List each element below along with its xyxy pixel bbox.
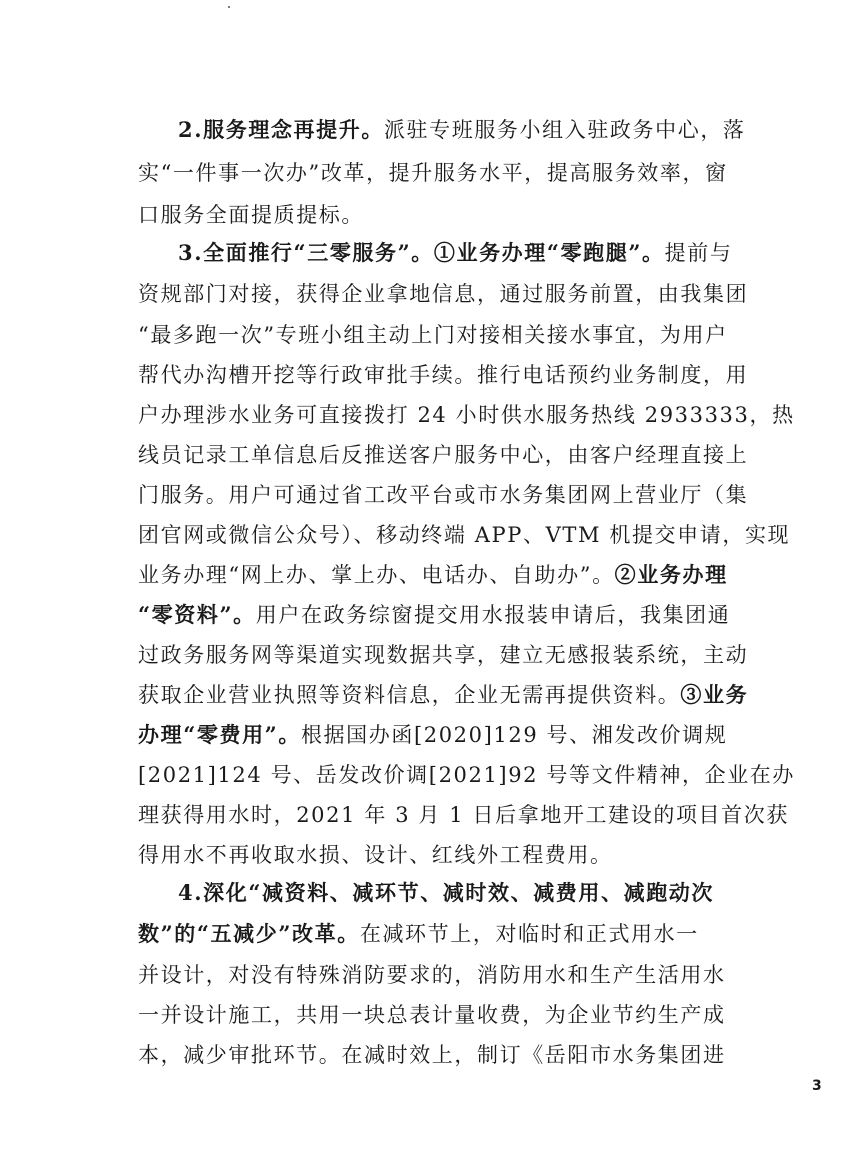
bold-text-run: 数”的“五减少”改革。 — [138, 921, 360, 946]
bold-text-run: 2.服务理念再提升。 — [178, 117, 384, 142]
text-line — [138, 560, 728, 590]
text-run: 门服务。用户可通过省工改平台或市水务集团网上营业厅（集 — [138, 483, 749, 507]
text-line — [138, 720, 727, 750]
text-run: 团官网或微信公众号）、移动终端 APP、VTM 机提交申请，实现 — [138, 523, 791, 547]
text-run: 帮代办沟槽开挖等行政审批手续。推行电话预约业务制度，用 — [138, 363, 749, 387]
text-line — [138, 840, 613, 870]
text-run: 并设计，对没有特殊消防要求的，消防用水和生产生活用水 — [138, 963, 726, 987]
scan-speck — [228, 6, 230, 8]
text-run: 根据国办函[2020]129 号、湘发改价调规 — [300, 723, 728, 747]
text-line — [138, 279, 748, 309]
text-line — [138, 1000, 726, 1030]
text-line — [138, 320, 728, 350]
text-run: 本，减少审批环节。在减时效上，制订《岳阳市水务集团进 — [138, 1043, 726, 1067]
text-line — [138, 919, 699, 949]
text-line — [138, 480, 748, 510]
text-run: 口服务全面提质提标。 — [138, 203, 364, 227]
text-run: “最多跑一次”专班小组主动上门对接相关接水事宜，为用户 — [138, 323, 728, 347]
text-line — [138, 360, 748, 390]
bold-text-run: 办理“零费用”。 — [138, 722, 301, 747]
text-line — [138, 400, 795, 430]
bold-text-run: ②业务办理 — [614, 562, 728, 587]
page-number: 3 — [812, 1078, 822, 1094]
text-run: 用户在政务综窗提交用水报装申请后，我集团通 — [255, 603, 731, 627]
text-run: 在减环节上，对临时和正式用水一 — [359, 922, 699, 946]
text-line — [138, 680, 748, 710]
text-line — [138, 158, 728, 188]
text-line — [138, 600, 730, 630]
text-line — [138, 640, 748, 670]
text-line — [178, 878, 714, 908]
text-run: 户办理涉水业务可直接拨打 24 小时供水服务热线 2933333，热 — [138, 403, 795, 427]
text-run: 理获得用水时，2021 年 3 月 1 日后拿地开工建设的项目首次获 — [138, 803, 789, 827]
text-run: 线员记录工单信息后反推送客户服务中心，由客户经理直接上 — [138, 443, 749, 467]
text-run: 实“一件事一次办”改革，提升服务水平，提高服务效率，窗 — [138, 161, 728, 185]
text-run: 获取企业营业执照等资料信息，企业无需再提供资料。 — [138, 683, 681, 707]
text-run: [2021]124 号、岳发改价调[2021]92 号等文件精神，企业在办 — [138, 763, 796, 787]
text-line — [138, 760, 795, 790]
bold-text-run: “零资料”。 — [138, 602, 256, 627]
text-run: 派驻专班服务小组入驻政务中心，落 — [383, 118, 746, 142]
text-line — [138, 960, 726, 990]
text-run: 提前与 — [664, 241, 733, 265]
text-line — [138, 200, 364, 230]
text-line — [138, 800, 789, 830]
text-line — [138, 440, 748, 470]
text-run: 一并设计施工，共用一块总表计量收费，为企业节约生产成 — [138, 1003, 726, 1027]
text-line — [178, 115, 746, 145]
text-run: 得用水不再收取水损、设计、红线外工程费用。 — [138, 843, 613, 867]
text-line — [178, 238, 732, 268]
text-run: 过政务服务网等渠道实现数据共享，建立无感报装系统，主动 — [138, 643, 749, 667]
bold-text-run: ③业务 — [680, 682, 749, 707]
text-line — [138, 520, 790, 550]
text-run: 资规部门对接，获得企业拿地信息，通过服务前置，由我集团 — [138, 282, 749, 306]
bold-text-run: 3.全面推行“三零服务”。①业务办理“零跑腿”。 — [178, 240, 665, 265]
text-run: 业务办理“网上办、掌上办、电话办、自助办”。 — [138, 563, 615, 587]
bold-text-run: 4.深化“减资料、减环节、减时效、减费用、减跑动次 — [178, 880, 714, 905]
text-line — [138, 1040, 726, 1070]
